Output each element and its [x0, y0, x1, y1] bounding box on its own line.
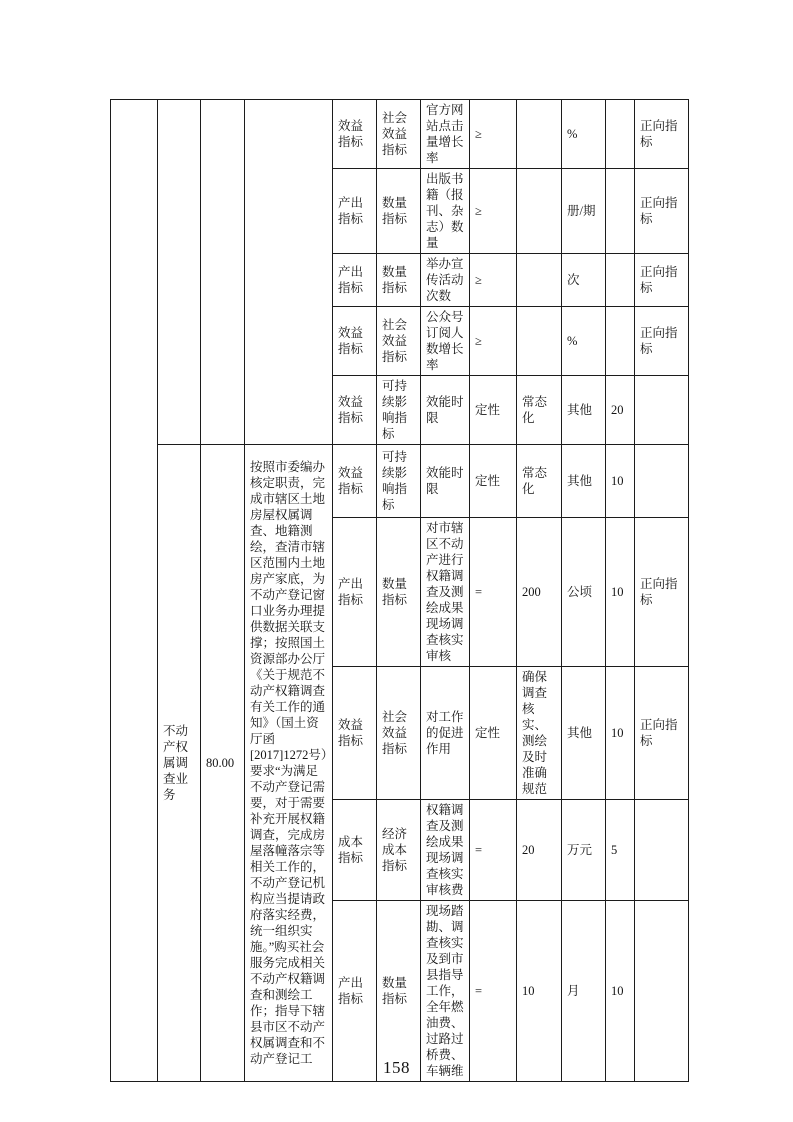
- score-cell: 10: [606, 518, 635, 667]
- comparison-cell: =: [470, 800, 517, 901]
- indicator-type-cell: 效益指标: [333, 100, 377, 169]
- score-cell: 10: [606, 445, 635, 518]
- indicator-type-cell: 效益指标: [333, 376, 377, 445]
- project-description-cell-empty: [245, 100, 333, 445]
- direction-cell: 正向指标: [635, 667, 689, 800]
- direction-cell: [635, 445, 689, 518]
- target-value-cell: 确保调查核实、测绘及时准确规范: [517, 667, 562, 800]
- indicator-name-cell: 官方网站点击量增长率: [421, 100, 470, 169]
- indicator-category-cell: 经济成本指标: [377, 800, 421, 901]
- score-cell: [606, 169, 635, 254]
- direction-cell: [635, 376, 689, 445]
- indicator-name-cell: 权籍调查及测绘成果现场调查核实审核费: [421, 800, 470, 901]
- indicator-row: [111, 445, 689, 518]
- left-spacer-cell: [111, 100, 158, 1082]
- unit-cell: 其他: [562, 376, 606, 445]
- indicator-name-cell: 公众号订阅人数增长率: [421, 307, 470, 376]
- target-value-cell: [517, 254, 562, 307]
- target-value-cell: 10: [517, 901, 562, 1082]
- indicator-category-cell: 社会效益指标: [377, 667, 421, 800]
- score-cell: [606, 254, 635, 307]
- comparison-cell: ≥: [470, 100, 517, 169]
- score-cell: [606, 307, 635, 376]
- indicator-type-cell: 成本指标: [333, 800, 377, 901]
- indicator-category-cell: 可持续影响指标: [377, 376, 421, 445]
- direction-cell: 正向指标: [635, 254, 689, 307]
- direction-cell: 正向指标: [635, 169, 689, 254]
- target-value-cell: 200: [517, 518, 562, 667]
- comparison-cell: 定性: [470, 445, 517, 518]
- performance-indicator-table: [110, 99, 689, 1082]
- unit-cell: %: [562, 307, 606, 376]
- unit-cell: 万元: [562, 800, 606, 901]
- indicator-type-cell: 产出指标: [333, 169, 377, 254]
- indicator-name-cell: 现场踏勘、调查核实及到市县指导工作，全年燃油费、过路过桥费、车辆维: [421, 901, 470, 1082]
- unit-cell: 月: [562, 901, 606, 1082]
- target-value-cell: 常态化: [517, 445, 562, 518]
- comparison-cell: =: [470, 901, 517, 1082]
- comparison-cell: ≥: [470, 169, 517, 254]
- project-amount-cell-empty: [201, 100, 245, 445]
- indicator-name-cell: 对市辖区不动产进行权籍调查及测绘成果现场调查核实审核: [421, 518, 470, 667]
- project-description-cell: 按照市委编办核定职责，完成市辖区土地房屋权属调查、地籍测绘，查清市辖区范围内土地房产家底，为不动产登记窗口业务办理提供数据关联支撑；按照国土资源部办公厅《关于规范不动产权籍调查有关工作的通知》（国土资厅函[2017]1272号）要求“为满足不动产登记需要，对于需要补充开展权籍调查，完成房屋落幢落宗等相关工作的，不动产登记机构应当提请政府落实经费，统一组织实施。”购买社会服务完成相关不动产权籍调查和测绘工作；指导下辖县市区不动产权属调查和不动产登记工: [245, 445, 333, 1082]
- comparison-cell: 定性: [470, 667, 517, 800]
- indicator-name-cell: 对工作的促进作用: [421, 667, 470, 800]
- unit-cell: 其他: [562, 445, 606, 518]
- unit-cell: 公顷: [562, 518, 606, 667]
- target-value-cell: 20: [517, 800, 562, 901]
- direction-cell: [635, 800, 689, 901]
- indicator-name-cell: 举办宣传活动次数: [421, 254, 470, 307]
- target-value-cell: [517, 169, 562, 254]
- indicator-name-cell: 出版书籍（报刊、杂志）数量: [421, 169, 470, 254]
- project-name-cell-empty: [158, 100, 201, 445]
- target-value-cell: 常态化: [517, 376, 562, 445]
- direction-cell: 正向指标: [635, 100, 689, 169]
- indicator-category-cell: 数量指标: [377, 901, 421, 1082]
- direction-cell: 正向指标: [635, 307, 689, 376]
- unit-cell: 次: [562, 254, 606, 307]
- indicator-type-cell: 效益指标: [333, 445, 377, 518]
- target-value-cell: [517, 307, 562, 376]
- project-name-cell: 不动产权属调查业务: [158, 445, 201, 1082]
- indicator-type-cell: 产出指标: [333, 254, 377, 307]
- indicator-type-cell: 产出指标: [333, 518, 377, 667]
- score-cell: [606, 100, 635, 169]
- unit-cell: 其他: [562, 667, 606, 800]
- indicator-name-cell: 效能时限: [421, 445, 470, 518]
- comparison-cell: ≥: [470, 254, 517, 307]
- unit-cell: 册/期: [562, 169, 606, 254]
- direction-cell: [635, 901, 689, 1082]
- comparison-cell: 定性: [470, 376, 517, 445]
- score-cell: 20: [606, 376, 635, 445]
- indicator-category-cell: 数量指标: [377, 518, 421, 667]
- indicator-row: [111, 100, 689, 169]
- indicator-category-cell: 社会效益指标: [377, 307, 421, 376]
- indicator-type-cell: 效益指标: [333, 667, 377, 800]
- score-cell: 5: [606, 800, 635, 901]
- comparison-cell: ≥: [470, 307, 517, 376]
- indicator-type-cell: 产出指标: [333, 901, 377, 1082]
- direction-cell: 正向指标: [635, 518, 689, 667]
- indicator-category-cell: 数量指标: [377, 169, 421, 254]
- unit-cell: %: [562, 100, 606, 169]
- indicator-category-cell: 可持续影响指标: [377, 445, 421, 518]
- indicator-name-cell: 效能时限: [421, 376, 470, 445]
- score-cell: 10: [606, 667, 635, 800]
- page-number: 158: [383, 1058, 410, 1077]
- indicator-category-cell: 社会效益指标: [377, 100, 421, 169]
- score-cell: 10: [606, 901, 635, 1082]
- target-value-cell: [517, 100, 562, 169]
- project-amount-cell: 80.00: [201, 445, 245, 1082]
- comparison-cell: =: [470, 518, 517, 667]
- indicator-type-cell: 效益指标: [333, 307, 377, 376]
- indicator-category-cell: 数量指标: [377, 254, 421, 307]
